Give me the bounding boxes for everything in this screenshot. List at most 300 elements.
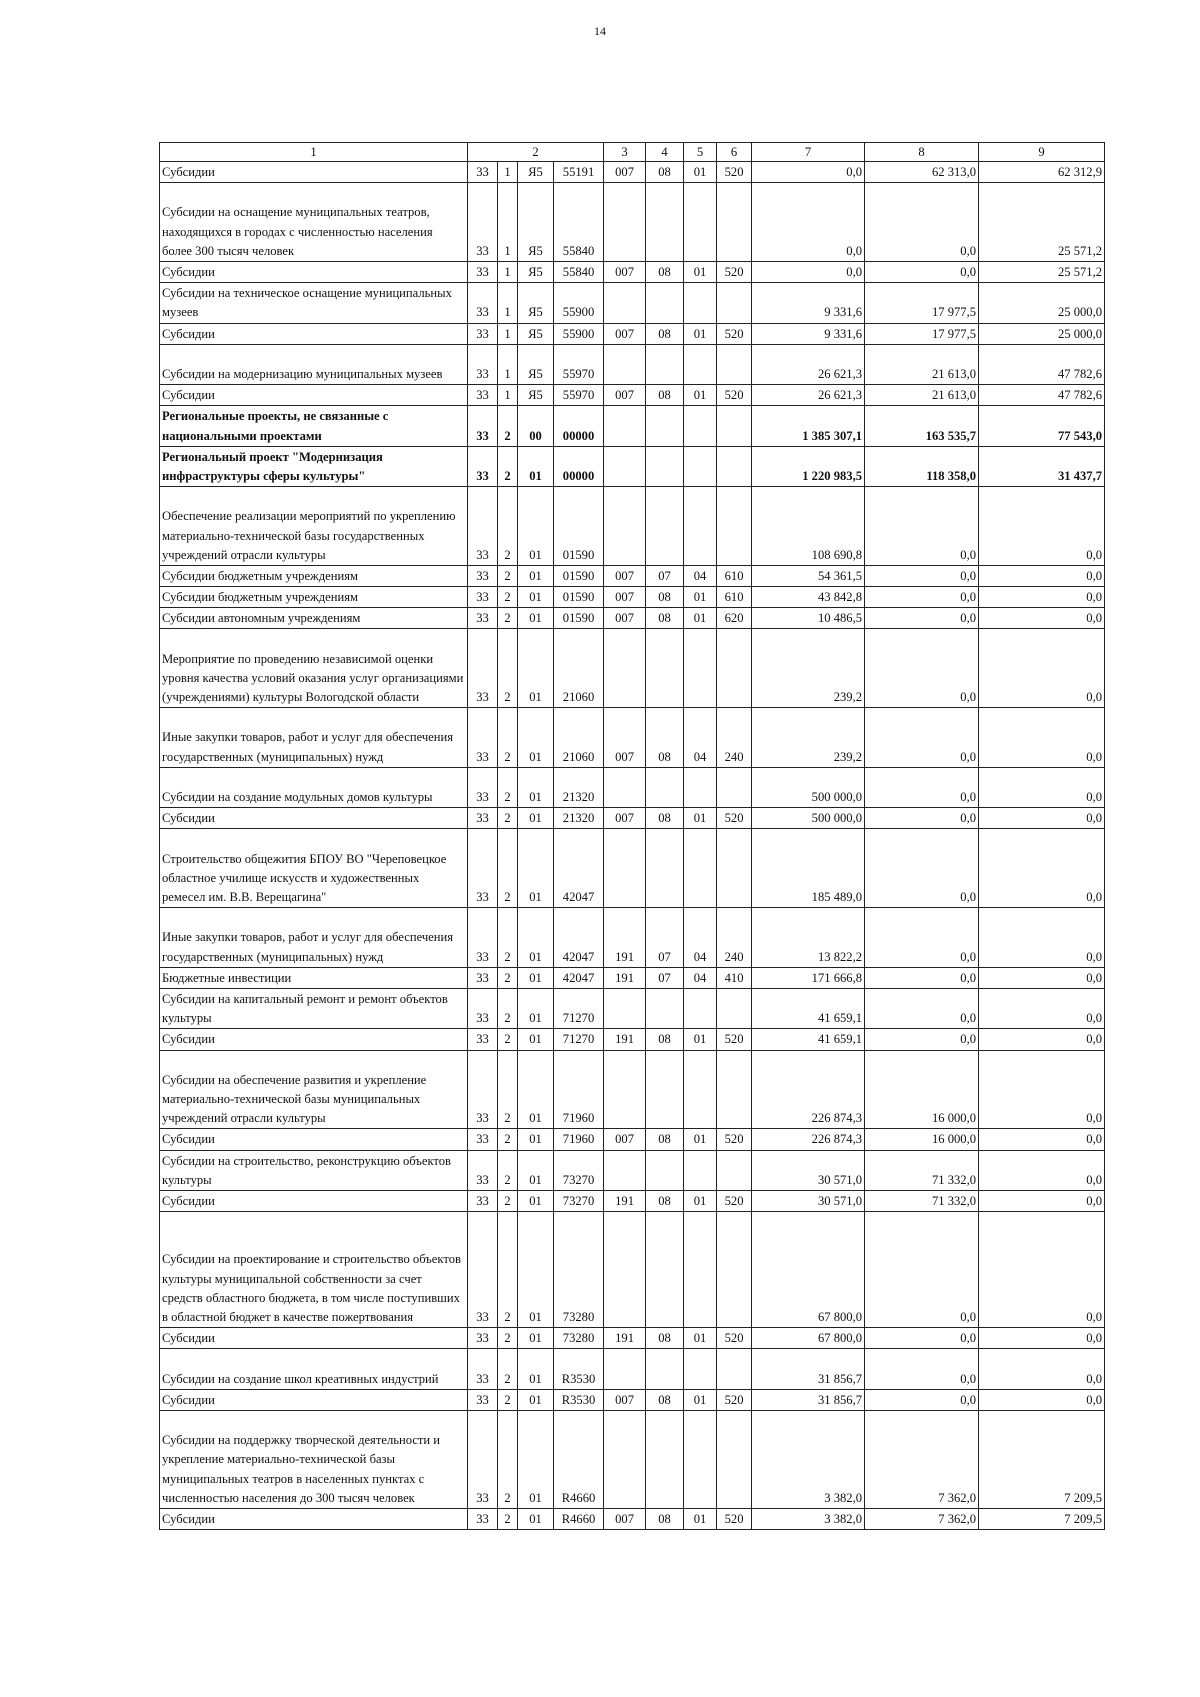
amount-col-8: 0,0 xyxy=(865,1029,979,1050)
section-code: 08 xyxy=(646,608,684,629)
amount-col-7: 67 800,0 xyxy=(752,1328,865,1349)
direction-code: 55900 xyxy=(554,323,604,344)
expense-type-code: 610 xyxy=(717,565,752,586)
subsection-code xyxy=(684,629,717,708)
subsection-code: 01 xyxy=(684,608,717,629)
header-col-1: 1 xyxy=(160,143,468,162)
expense-type-code xyxy=(717,1410,752,1508)
project-code: 01 xyxy=(518,1150,554,1190)
header-col-3: 3 xyxy=(604,143,646,162)
amount-col-8: 7 362,0 xyxy=(865,1508,979,1529)
subsection-code xyxy=(684,283,717,323)
direction-code: 71960 xyxy=(554,1050,604,1129)
table-row xyxy=(160,989,1105,1029)
ministry-code xyxy=(604,1150,646,1190)
row-name: Субсидии на оснащение муниципальных театров, находящихся в городах с численностью населения более 300 тысяч человек xyxy=(160,183,468,262)
expense-type-code: 520 xyxy=(717,385,752,406)
program-code: 33 xyxy=(468,908,498,968)
row-name: Субсидии xyxy=(160,162,468,183)
direction-code: 55840 xyxy=(554,183,604,262)
amount-col-8: 17 977,5 xyxy=(865,283,979,323)
ministry-code xyxy=(604,487,646,566)
amount-col-8: 0,0 xyxy=(865,261,979,282)
section-code: 08 xyxy=(646,162,684,183)
direction-code: 21060 xyxy=(554,708,604,768)
table-row xyxy=(160,1150,1105,1190)
row-name: Субсидии на проектирование и строительство объектов культуры муниципальной собственности за счет средств областного бюджета, в том числе поступивших в областной бюджет в качестве пожертвования xyxy=(160,1212,468,1328)
expense-type-code: 610 xyxy=(717,587,752,608)
subsection-code: 01 xyxy=(684,1328,717,1349)
subsection-code xyxy=(684,1212,717,1328)
amount-col-7: 1 220 983,5 xyxy=(752,446,865,486)
row-name: Субсидии xyxy=(160,1508,468,1529)
section-code xyxy=(646,446,684,486)
amount-col-7: 3 382,0 xyxy=(752,1410,865,1508)
project-code: 01 xyxy=(518,829,554,908)
amount-col-7: 108 690,8 xyxy=(752,487,865,566)
section-code: 08 xyxy=(646,323,684,344)
amount-col-9: 0,0 xyxy=(979,1129,1105,1150)
amount-col-9: 0,0 xyxy=(979,967,1105,988)
table-row xyxy=(160,587,1105,608)
direction-code: R3530 xyxy=(554,1389,604,1410)
direction-code: 73280 xyxy=(554,1212,604,1328)
project-code: 01 xyxy=(518,1508,554,1529)
section-code: 08 xyxy=(646,1190,684,1211)
table-row xyxy=(160,1190,1105,1211)
expense-type-code: 520 xyxy=(717,162,752,183)
program-code: 33 xyxy=(468,708,498,768)
amount-col-9: 0,0 xyxy=(979,487,1105,566)
section-code xyxy=(646,283,684,323)
program-code: 33 xyxy=(468,344,498,384)
amount-col-8: 7 362,0 xyxy=(865,1410,979,1508)
amount-col-9: 0,0 xyxy=(979,767,1105,807)
row-name: Субсидии xyxy=(160,385,468,406)
subprogram-code: 1 xyxy=(498,261,518,282)
amount-col-7: 0,0 xyxy=(752,183,865,262)
table-row xyxy=(160,183,1105,262)
table-row xyxy=(160,767,1105,807)
expense-type-code: 520 xyxy=(717,1389,752,1410)
table-row xyxy=(160,487,1105,566)
amount-col-8: 0,0 xyxy=(865,1212,979,1328)
program-code: 33 xyxy=(468,261,498,282)
row-name: Иные закупки товаров, работ и услуг для обеспечения государственных (муниципальных) нужд xyxy=(160,908,468,968)
row-name: Региональный проект "Модернизация инфраструктуры сферы культуры" xyxy=(160,446,468,486)
subsection-code: 04 xyxy=(684,708,717,768)
direction-code: 42047 xyxy=(554,829,604,908)
amount-col-7: 226 874,3 xyxy=(752,1050,865,1129)
expense-type-code xyxy=(717,829,752,908)
amount-col-7: 67 800,0 xyxy=(752,1212,865,1328)
subprogram-code: 2 xyxy=(498,565,518,586)
amount-col-8: 16 000,0 xyxy=(865,1050,979,1129)
table-row xyxy=(160,829,1105,908)
row-name: Региональные проекты, не связанные с национальными проектами xyxy=(160,406,468,446)
amount-col-8: 0,0 xyxy=(865,587,979,608)
amount-col-9: 0,0 xyxy=(979,908,1105,968)
table-row xyxy=(160,261,1105,282)
section-code: 08 xyxy=(646,1129,684,1150)
expense-type-code: 410 xyxy=(717,967,752,988)
subsection-code: 01 xyxy=(684,587,717,608)
expense-type-code: 520 xyxy=(717,1029,752,1050)
section-code xyxy=(646,989,684,1029)
amount-col-7: 226 874,3 xyxy=(752,1129,865,1150)
table-header xyxy=(160,143,1105,162)
table-row xyxy=(160,565,1105,586)
table-row xyxy=(160,1129,1105,1150)
subprogram-code: 2 xyxy=(498,1389,518,1410)
section-code: 08 xyxy=(646,1328,684,1349)
project-code: 01 xyxy=(518,808,554,829)
amount-col-9: 47 782,6 xyxy=(979,344,1105,384)
row-name: Субсидии xyxy=(160,1190,468,1211)
amount-col-9: 0,0 xyxy=(979,1150,1105,1190)
subprogram-code: 2 xyxy=(498,1029,518,1050)
row-name: Субсидии xyxy=(160,1129,468,1150)
subprogram-code: 2 xyxy=(498,406,518,446)
amount-col-7: 13 822,2 xyxy=(752,908,865,968)
amount-col-7: 30 571,0 xyxy=(752,1190,865,1211)
budget-table xyxy=(159,142,1105,1530)
ministry-code: 007 xyxy=(604,587,646,608)
program-code: 33 xyxy=(468,1410,498,1508)
amount-col-9: 31 437,7 xyxy=(979,446,1105,486)
ministry-code xyxy=(604,989,646,1029)
amount-col-7: 41 659,1 xyxy=(752,989,865,1029)
amount-col-8: 0,0 xyxy=(865,183,979,262)
direction-code: 55840 xyxy=(554,261,604,282)
amount-col-8: 0,0 xyxy=(865,908,979,968)
project-code: Я5 xyxy=(518,385,554,406)
project-code: 01 xyxy=(518,708,554,768)
section-code: 08 xyxy=(646,261,684,282)
section-code: 08 xyxy=(646,1508,684,1529)
subsection-code xyxy=(684,406,717,446)
project-code: Я5 xyxy=(518,162,554,183)
ministry-code xyxy=(604,183,646,262)
amount-col-9: 0,0 xyxy=(979,1029,1105,1050)
amount-col-9: 7 209,5 xyxy=(979,1508,1105,1529)
subprogram-code: 2 xyxy=(498,487,518,566)
amount-col-9: 0,0 xyxy=(979,587,1105,608)
project-code: 01 xyxy=(518,1190,554,1211)
program-code: 33 xyxy=(468,183,498,262)
subprogram-code: 2 xyxy=(498,1410,518,1508)
table-row xyxy=(160,323,1105,344)
subprogram-code: 2 xyxy=(498,1050,518,1129)
amount-col-7: 31 856,7 xyxy=(752,1389,865,1410)
project-code: 01 xyxy=(518,989,554,1029)
program-code: 33 xyxy=(468,1349,498,1389)
project-code: 01 xyxy=(518,608,554,629)
amount-col-8: 0,0 xyxy=(865,1389,979,1410)
ministry-code xyxy=(604,1410,646,1508)
table-row xyxy=(160,608,1105,629)
amount-col-8: 21 613,0 xyxy=(865,344,979,384)
program-code: 33 xyxy=(468,1328,498,1349)
subprogram-code: 2 xyxy=(498,587,518,608)
amount-col-9: 0,0 xyxy=(979,829,1105,908)
row-name: Субсидии автономным учреждениям xyxy=(160,608,468,629)
subsection-code xyxy=(684,767,717,807)
direction-code: 71270 xyxy=(554,989,604,1029)
subsection-code: 01 xyxy=(684,261,717,282)
direction-code: 55970 xyxy=(554,385,604,406)
amount-col-8: 16 000,0 xyxy=(865,1129,979,1150)
section-code xyxy=(646,629,684,708)
section-code xyxy=(646,1410,684,1508)
amount-col-7: 185 489,0 xyxy=(752,829,865,908)
subsection-code xyxy=(684,446,717,486)
direction-code: 73270 xyxy=(554,1150,604,1190)
project-code: 01 xyxy=(518,487,554,566)
amount-col-7: 9 331,6 xyxy=(752,323,865,344)
table-row xyxy=(160,1389,1105,1410)
project-code: 01 xyxy=(518,1212,554,1328)
program-code: 33 xyxy=(468,1050,498,1129)
section-code: 08 xyxy=(646,385,684,406)
row-name: Субсидии xyxy=(160,261,468,282)
program-code: 33 xyxy=(468,565,498,586)
subsection-code: 01 xyxy=(684,808,717,829)
project-code: 01 xyxy=(518,629,554,708)
row-name: Субсидии на модернизацию муниципальных музеев xyxy=(160,344,468,384)
ministry-code: 191 xyxy=(604,908,646,968)
subprogram-code: 1 xyxy=(498,283,518,323)
subsection-code xyxy=(684,1349,717,1389)
project-code: Я5 xyxy=(518,344,554,384)
expense-type-code xyxy=(717,406,752,446)
expense-type-code: 520 xyxy=(717,261,752,282)
amount-col-7: 239,2 xyxy=(752,708,865,768)
section-code: 07 xyxy=(646,908,684,968)
section-code: 07 xyxy=(646,565,684,586)
direction-code: 01590 xyxy=(554,587,604,608)
row-name: Обеспечение реализации мероприятий по укреплению материально-технической базы государственных учреждений отрасли культуры xyxy=(160,487,468,566)
section-code xyxy=(646,487,684,566)
section-code: 08 xyxy=(646,808,684,829)
amount-col-8: 0,0 xyxy=(865,608,979,629)
section-code xyxy=(646,406,684,446)
subprogram-code: 1 xyxy=(498,323,518,344)
ministry-code xyxy=(604,1050,646,1129)
subprogram-code: 2 xyxy=(498,1349,518,1389)
subprogram-code: 2 xyxy=(498,908,518,968)
direction-code: 01590 xyxy=(554,565,604,586)
subprogram-code: 2 xyxy=(498,708,518,768)
subprogram-code: 2 xyxy=(498,1190,518,1211)
row-name: Субсидии xyxy=(160,1389,468,1410)
subsection-code: 04 xyxy=(684,967,717,988)
ministry-code: 007 xyxy=(604,1389,646,1410)
header-row xyxy=(160,143,1105,162)
ministry-code: 007 xyxy=(604,608,646,629)
amount-col-9: 25 571,2 xyxy=(979,183,1105,262)
program-code: 33 xyxy=(468,808,498,829)
program-code: 33 xyxy=(468,1129,498,1150)
amount-col-7: 31 856,7 xyxy=(752,1349,865,1389)
subsection-code xyxy=(684,487,717,566)
expense-type-code: 520 xyxy=(717,1508,752,1529)
header-col-8: 8 xyxy=(865,143,979,162)
ministry-code: 191 xyxy=(604,1328,646,1349)
amount-col-7: 500 000,0 xyxy=(752,808,865,829)
table-row xyxy=(160,1508,1105,1529)
subsection-code xyxy=(684,1050,717,1129)
amount-col-8: 0,0 xyxy=(865,989,979,1029)
header-col-5: 5 xyxy=(684,143,717,162)
project-code: 01 xyxy=(518,1029,554,1050)
direction-code: 55191 xyxy=(554,162,604,183)
expense-type-code xyxy=(717,283,752,323)
row-name: Иные закупки товаров, работ и услуг для обеспечения государственных (муниципальных) нужд xyxy=(160,708,468,768)
section-code xyxy=(646,829,684,908)
ministry-code: 007 xyxy=(604,708,646,768)
direction-code: R4660 xyxy=(554,1410,604,1508)
subprogram-code: 2 xyxy=(498,1150,518,1190)
subsection-code: 04 xyxy=(684,565,717,586)
subsection-code xyxy=(684,344,717,384)
table-row xyxy=(160,808,1105,829)
ministry-code xyxy=(604,1212,646,1328)
row-name: Субсидии xyxy=(160,1029,468,1050)
table-row xyxy=(160,629,1105,708)
section-code xyxy=(646,1050,684,1129)
ministry-code xyxy=(604,344,646,384)
expense-type-code xyxy=(717,446,752,486)
ministry-code: 191 xyxy=(604,1190,646,1211)
program-code: 33 xyxy=(468,587,498,608)
ministry-code: 007 xyxy=(604,261,646,282)
project-code: 01 xyxy=(518,967,554,988)
subsection-code: 01 xyxy=(684,1190,717,1211)
program-code: 33 xyxy=(468,989,498,1029)
amount-col-9: 0,0 xyxy=(979,629,1105,708)
amount-col-9: 47 782,6 xyxy=(979,385,1105,406)
table-row xyxy=(160,283,1105,323)
subsection-code: 01 xyxy=(684,323,717,344)
table-row xyxy=(160,162,1105,183)
table-row xyxy=(160,344,1105,384)
subprogram-code: 2 xyxy=(498,1129,518,1150)
program-code: 33 xyxy=(468,162,498,183)
direction-code: 73280 xyxy=(554,1328,604,1349)
program-code: 33 xyxy=(468,385,498,406)
ministry-code: 007 xyxy=(604,808,646,829)
ministry-code: 007 xyxy=(604,162,646,183)
ministry-code: 007 xyxy=(604,1129,646,1150)
amount-col-7: 239,2 xyxy=(752,629,865,708)
table-row xyxy=(160,1349,1105,1389)
table-row xyxy=(160,1328,1105,1349)
subsection-code xyxy=(684,1150,717,1190)
direction-code: 71270 xyxy=(554,1029,604,1050)
subprogram-code: 1 xyxy=(498,385,518,406)
amount-col-9: 25 571,2 xyxy=(979,261,1105,282)
direction-code: 55970 xyxy=(554,344,604,384)
project-code: 01 xyxy=(518,1389,554,1410)
amount-col-7: 0,0 xyxy=(752,162,865,183)
amount-col-9: 0,0 xyxy=(979,1389,1105,1410)
ministry-code: 191 xyxy=(604,967,646,988)
subprogram-code: 2 xyxy=(498,1212,518,1328)
amount-col-8: 118 358,0 xyxy=(865,446,979,486)
project-code: Я5 xyxy=(518,183,554,262)
table-row xyxy=(160,967,1105,988)
ministry-code: 007 xyxy=(604,565,646,586)
project-code: Я5 xyxy=(518,323,554,344)
expense-type-code xyxy=(717,989,752,1029)
project-code: 01 xyxy=(518,908,554,968)
direction-code: 21060 xyxy=(554,629,604,708)
amount-col-9: 0,0 xyxy=(979,1190,1105,1211)
section-code: 07 xyxy=(646,967,684,988)
expense-type-code xyxy=(717,767,752,807)
row-name: Субсидии на строительство, реконструкцию объектов культуры xyxy=(160,1150,468,1190)
section-code: 08 xyxy=(646,1029,684,1050)
subprogram-code: 1 xyxy=(498,162,518,183)
amount-col-9: 0,0 xyxy=(979,989,1105,1029)
amount-col-8: 0,0 xyxy=(865,487,979,566)
expense-type-code: 520 xyxy=(717,1190,752,1211)
subprogram-code: 2 xyxy=(498,608,518,629)
row-name: Бюджетные инвестиции xyxy=(160,967,468,988)
subsection-code xyxy=(684,989,717,1029)
project-code: 00 xyxy=(518,406,554,446)
subsection-code: 01 xyxy=(684,1389,717,1410)
program-code: 33 xyxy=(468,1508,498,1529)
amount-col-7: 0,0 xyxy=(752,261,865,282)
direction-code: 01590 xyxy=(554,608,604,629)
subprogram-code: 1 xyxy=(498,344,518,384)
project-code: 01 xyxy=(518,446,554,486)
amount-col-9: 0,0 xyxy=(979,1328,1105,1349)
ministry-code xyxy=(604,446,646,486)
table-row xyxy=(160,1050,1105,1129)
header-col-9: 9 xyxy=(979,143,1105,162)
expense-type-code xyxy=(717,1349,752,1389)
amount-col-7: 41 659,1 xyxy=(752,1029,865,1050)
program-code: 33 xyxy=(468,1389,498,1410)
subprogram-code: 2 xyxy=(498,967,518,988)
row-name: Субсидии на поддержку творческой деятельности и укрепление материально-технической базы муниципальных театров в населенных пунктах с численностью населения до 300 тысяч человек xyxy=(160,1410,468,1508)
subsection-code: 01 xyxy=(684,1508,717,1529)
expense-type-code: 520 xyxy=(717,1328,752,1349)
subprogram-code: 2 xyxy=(498,829,518,908)
ministry-code: 191 xyxy=(604,1029,646,1050)
direction-code: 42047 xyxy=(554,908,604,968)
row-name: Субсидии на создание модульных домов культуры xyxy=(160,767,468,807)
program-code: 33 xyxy=(468,1150,498,1190)
direction-code: 00000 xyxy=(554,406,604,446)
row-name: Субсидии на капитальный ремонт и ремонт объектов культуры xyxy=(160,989,468,1029)
amount-col-8: 0,0 xyxy=(865,808,979,829)
expense-type-code: 620 xyxy=(717,608,752,629)
project-code: Я5 xyxy=(518,283,554,323)
amount-col-7: 500 000,0 xyxy=(752,767,865,807)
subprogram-code: 2 xyxy=(498,1328,518,1349)
direction-code: 71960 xyxy=(554,1129,604,1150)
amount-col-8: 71 332,0 xyxy=(865,1150,979,1190)
amount-col-7: 10 486,5 xyxy=(752,608,865,629)
amount-col-7: 30 571,0 xyxy=(752,1150,865,1190)
amount-col-8: 17 977,5 xyxy=(865,323,979,344)
program-code: 33 xyxy=(468,446,498,486)
row-name: Субсидии xyxy=(160,1328,468,1349)
